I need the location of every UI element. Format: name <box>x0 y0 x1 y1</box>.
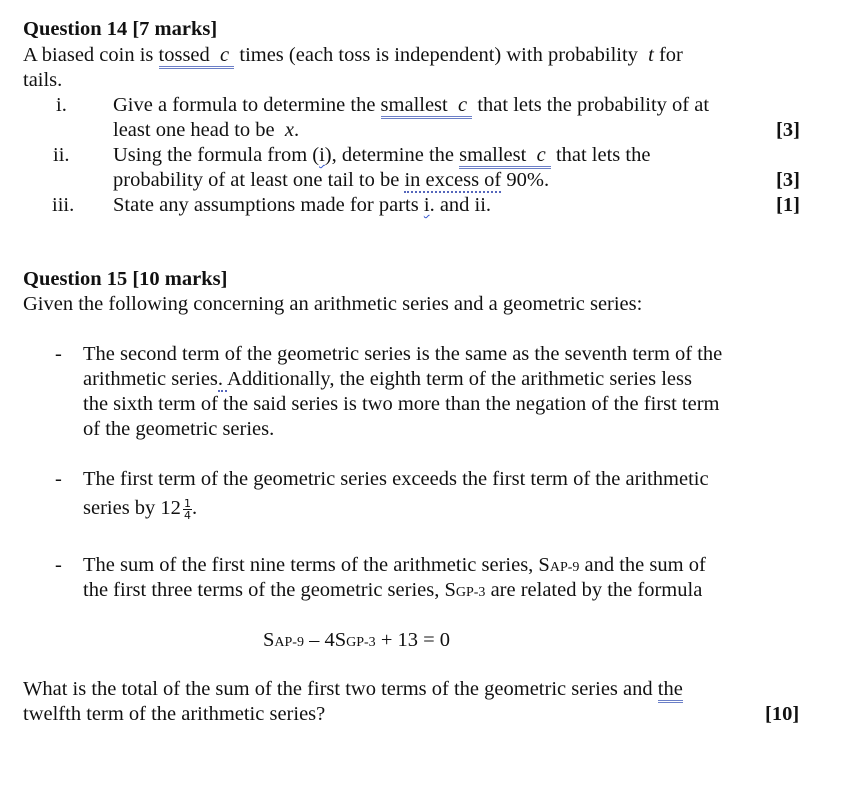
q15-bullet-1-line2: arithmetic series. Additionally, the eighth term of the arithmetic series less <box>83 368 692 390</box>
q15-bullet-3-line1: The sum of the first nine terms of the arithmetic series, SAP-9 and the sum of <box>83 554 706 576</box>
q14-part-i-smallest: smallest c <box>381 94 473 119</box>
q15-bullet-1-line4: of the geometric series. <box>83 418 275 440</box>
q14-intro-a: A biased coin is <box>23 44 159 66</box>
q15-final-line2: twelfth term of the arithmetic series? <box>23 703 326 725</box>
mixed-fraction: $\frac{1}{4}$ <box>183 496 191 522</box>
q15-bullet-3-line2: the first three terms of the geometric series, SGP-3 are related by the formula <box>83 579 703 601</box>
q15-final-the: the <box>658 678 683 703</box>
q15-bullet-3-dash: - <box>55 554 62 576</box>
q15-bullet-1-line3: the sixth term of the said series is two more than the negation of the first term <box>83 393 720 415</box>
q14-part-ii-line2: probability of at least one tail to be in excess of 90%. <box>113 169 550 191</box>
q14-intro-line2: tails. <box>23 69 63 91</box>
q15-bullet-2-dash: - <box>55 468 62 490</box>
q14-intro-tossed: tossed c <box>159 44 235 69</box>
q14-heading: Question 14 [7 marks] <box>23 18 218 40</box>
q14-intro-b: times (each toss is independent) with probability <box>234 44 644 66</box>
q15-bullet-2-line2: series by 12 $\frac{1}{4}$ . <box>83 496 198 522</box>
q14-part-iii-number: iii. <box>52 194 75 216</box>
q14-intro-t: t <box>648 44 654 66</box>
q14-part-ii-excess: in excess of <box>404 169 502 191</box>
q14-part-ii-number: ii. <box>53 144 70 166</box>
q14-part-i-line2: least one head to be x. <box>113 119 300 141</box>
q14-intro-c2: for <box>653 44 683 66</box>
q14-part-i-mark: [3] <box>776 119 800 141</box>
q14-part-iii-mark: [1] <box>776 194 800 216</box>
q14-part-i-number: i. <box>56 94 67 116</box>
q14-part-iii-line1: State any assumptions made for parts i. and ii. <box>113 194 492 216</box>
q14-part-ii-mark: [3] <box>776 169 800 191</box>
q14-part-i-line1: Give a formula to determine the smallest c that lets the probability of at <box>113 93 709 118</box>
q15-bullet-2-line1: The first term of the geometric series exceeds the first term of the arithmetic <box>83 468 709 490</box>
q15-heading: Question 15 [10 marks] <box>23 268 228 290</box>
q15-bullet-1-dash: - <box>55 343 62 365</box>
q15-equation: SAP-9 – 4SGP-3 + 13 = 0 <box>263 629 451 651</box>
q15-final-line1: What is the total of the sum of the first two terms of the geometric series and the <box>23 677 683 702</box>
q15-bullet-1-line1: The second term of the geometric series is the same as the seventh term of the <box>83 343 723 365</box>
q15-intro: Given the following concerning an arithmetic series and a geometric series: <box>23 293 643 315</box>
q14-part-ii-line1: Using the formula from (i), determine the smallest c that lets the <box>113 143 650 168</box>
q14-part-ii-smallest: smallest c <box>459 144 551 169</box>
q14-intro-line1 <box>23 43 683 68</box>
q15-mark: [10] <box>765 703 800 725</box>
